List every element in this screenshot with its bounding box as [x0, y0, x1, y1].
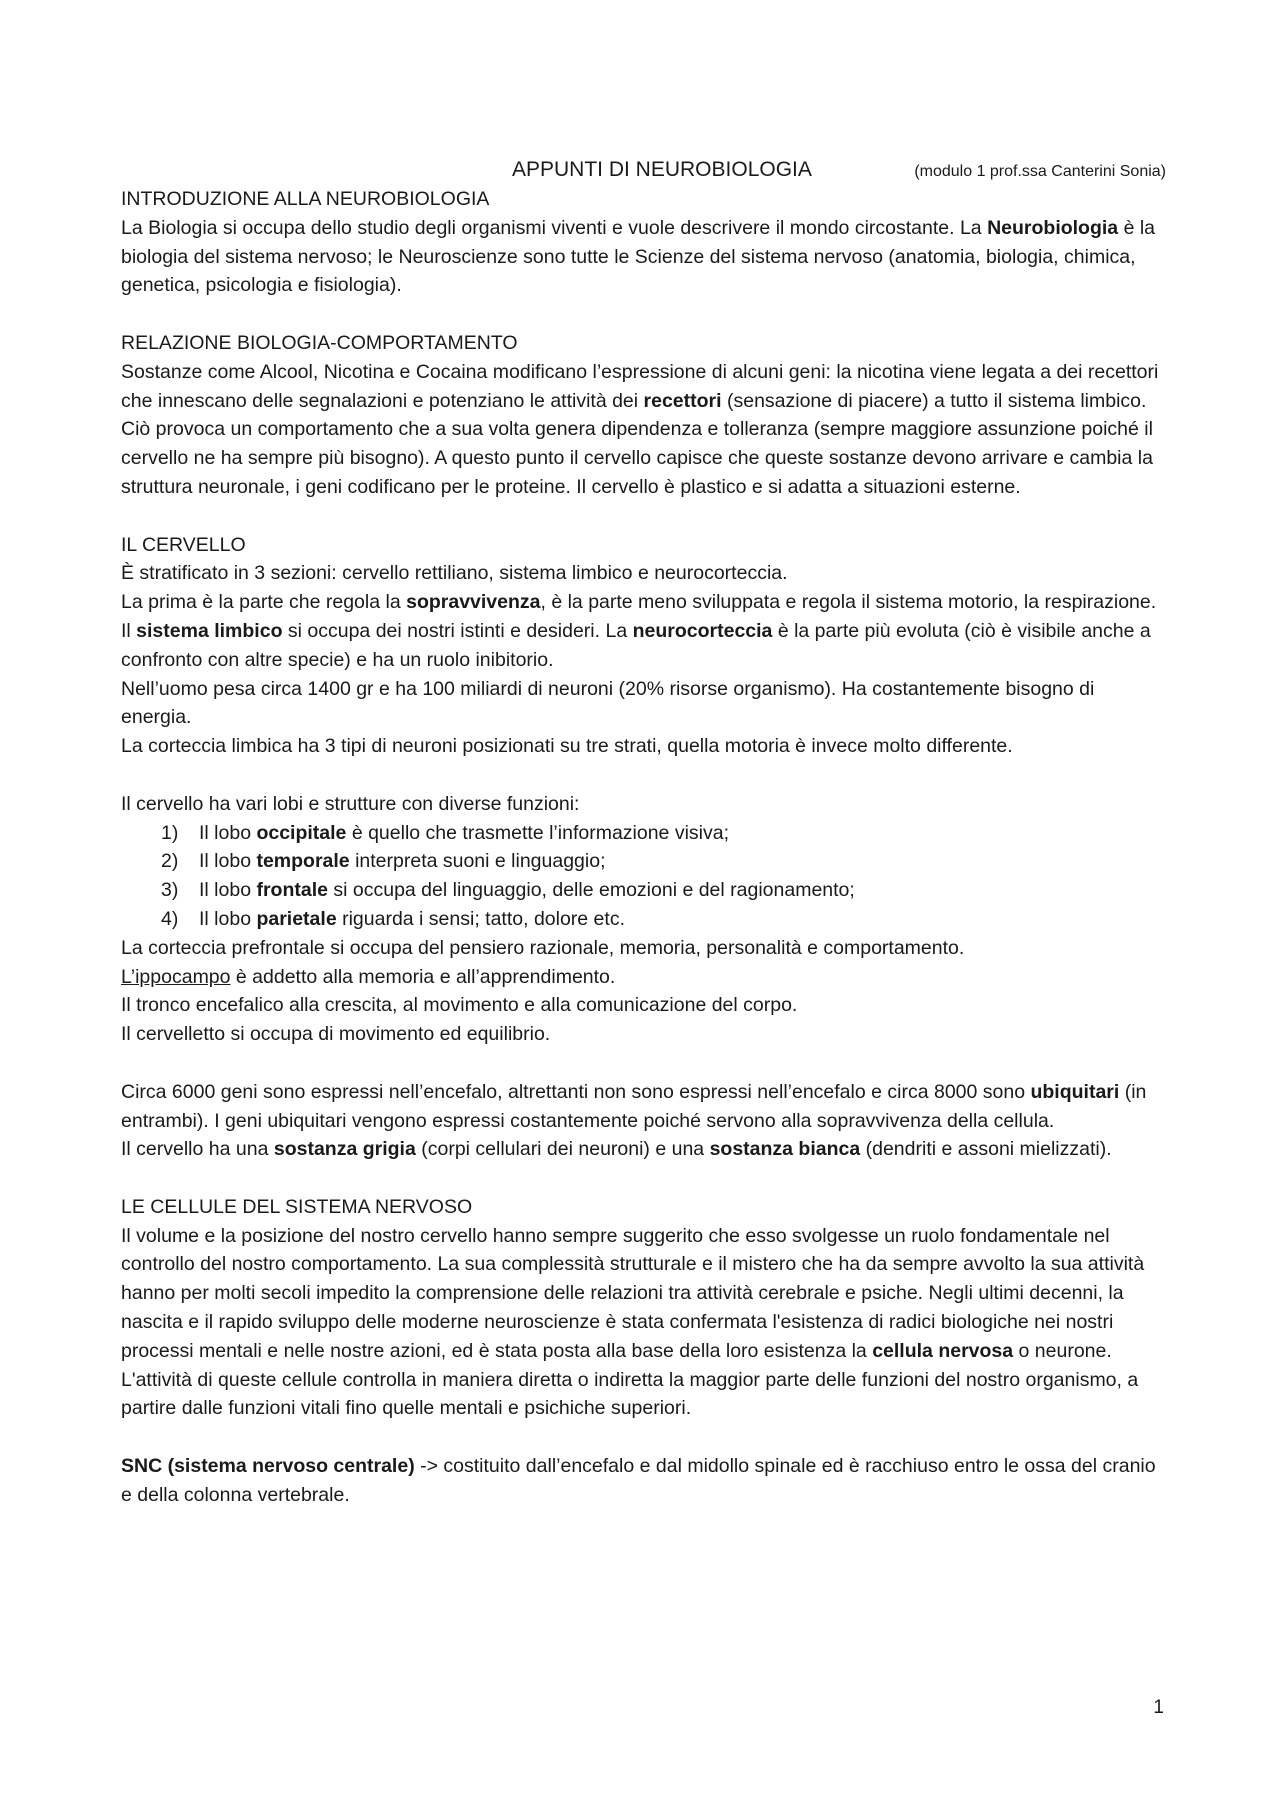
paragraph-brain-8: Il cervelletto si occupa di movimento ed equilibrio. [121, 1023, 551, 1046]
paragraph-brain-7: Il tronco encefalico alla crescita, al movimento e alla comunicazione del corpo. [121, 994, 798, 1017]
bold-term: sistema limbico [136, 619, 283, 642]
bold-term: sopravvivenza [406, 591, 541, 614]
paragraph-cells: Il volume e la posizione del nostro cervello hanno sempre suggerito che esso svolgesse un ruolo fondamentale nel controllo del nostro comportamento. La sua complessità strutturale e il mistero che ha da sempre avvolto la sua attività hanno per molti secoli impedito la comprensione delle relazioni tra attività cerebrale e psiche. Negli ultimi decenni, la nascita e il rapido sviluppo delle moderne neuroscienze è stata confermata l'esistenza di radici biologiche nei nostri processi mentali e nelle nostre azioni, ed è stata posta alla base della loro esistenza la cellula nervosa o neurone. L'attività di queste cellule controlla in maniera diretta o indiretta la maggior parte delle funzioni del nostro organismo, a partire dalle funzioni vitali fino quelle mentali e psichiche superiori. [121, 1224, 1145, 1420]
bold-term: neurocorteccia [632, 619, 773, 642]
paragraph-intro: La Biologia si occupa dello studio degli organismi viventi e vuole descrivere il mondo circostante. La Neurobiologia è la biologia del sistema nervoso; le Neuroscienze sono tutte le Scienze del sistema nervoso (anatomia, biologia, chimica, genetica, psicologia e fisiologia). [121, 216, 1156, 297]
lobes-list [121, 819, 1166, 934]
document-title: APPUNTI DI NEUROBIOLOGIA [512, 158, 812, 181]
bold-term: cellula nervosa [872, 1339, 1014, 1362]
paragraph-brain-4: La corteccia limbica ha 3 tipi di neuroni posizionati su tre strati, quella motoria è invece molto differente. [121, 735, 1013, 758]
section-heading-intro: INTRODUZIONE ALLA NEUROBIOLOGIA [121, 188, 490, 210]
paragraph-brain-1: È stratificato in 3 sezioni: cervello rettiliano, sistema limbico e neurocorteccia. [121, 562, 788, 585]
bold-term: sostanza bianca [709, 1138, 861, 1161]
paragraph-brain-10: Il cervello ha una sostanza grigia (corpi cellulari dei neuroni) e una sostanza bianca (dendriti e assoni mielizzati). [121, 1138, 1112, 1161]
bold-term: ubiquitari [1030, 1080, 1120, 1103]
document-body [121, 156, 1166, 1510]
title-row [121, 156, 1166, 185]
lobes-intro: Il cervello ha vari lobi e strutture con diverse funzioni: [121, 792, 580, 815]
page-number: 1 [1153, 1697, 1164, 1718]
bold-term: Neurobiologia [987, 216, 1119, 239]
paragraph-brain-5: La corteccia prefrontale si occupa del pensiero razionale, memoria, personalità e comportamento. [121, 936, 965, 959]
paragraph-brain-2: La prima è la parte che regola la sopravvivenza, è la parte meno sviluppata e regola il sistema motorio, la respirazione. Il sistema limbico si occupa dei nostri istinti e desideri. La neurocorteccia è la parte più evoluta (ciò è visibile anche a confronto con altre specie) e ha un ruolo inibitorio. [121, 591, 1157, 671]
bold-term: sostanza grigia [273, 1138, 416, 1161]
paragraph-brain-6: L’ippocampo è addetto alla memoria e all’apprendimento. [121, 965, 616, 988]
list-item: 3) Il lobo frontale si occupa del linguaggio, delle emozioni e del ragionamento; [161, 879, 855, 902]
section-heading-cells: LE CELLULE DEL SISTEMA NERVOSO [121, 1195, 473, 1218]
document-subtitle: (modulo 1 prof.ssa Canterini Sonia) [914, 163, 1166, 180]
section-heading-brain: IL CERVELLO [121, 533, 246, 556]
list-item: 4) Il lobo parietale riguarda i sensi; tatto, dolore etc. [161, 907, 625, 930]
list-item: 1) Il lobo occipitale è quello che trasmette l’informazione visiva; [161, 821, 729, 844]
bold-term: recettori [643, 389, 722, 412]
section-heading-relation: RELAZIONE BIOLOGIA-COMPORTAMENTO [121, 331, 518, 354]
paragraph-snc: SNC (sistema nervoso centrale) -> costituito dall’encefalo e dal midollo spinale ed è racchiuso entro le ossa del cranio e della colonna vertebrale. [121, 1455, 1156, 1506]
paragraph-brain-9: Circa 6000 geni sono espressi nell’encefalo, altrettanti non sono espressi nell’encefalo e circa 8000 sono ubiquitari (in entrambi). I geni ubiquitari vengono espressi costantemente poiché servono alla sopravvivenza della cellula. [121, 1080, 1147, 1132]
underlined-term: L’ippocampo [121, 965, 231, 988]
paragraph-relation: Sostanze come Alcool, Nicotina e Cocaina modificano l’espressione di alcuni geni: la nicotina viene legata a dei recettori che innescano delle segnalazioni e potenziano le attività dei recettori (sensazione di piacere) a tutto il sistema limbico. Ciò provoca un comportamento che a sua volta genera dipendenza e tolleranza (sempre maggiore assunzione poiché il cervello ne ha sempre più bisogno). A questo punto il cervello capisce che queste sostanze devono arrivare e cambia la struttura neuronale, i geni codificano per le proteine. Il cervello è plastico e si adatta a situazioni esterne. [121, 360, 1159, 498]
bold-term: SNC (sistema nervoso centrale) [121, 1455, 415, 1478]
list-item: 2) Il lobo temporale interpreta suoni e linguaggio; [161, 850, 606, 873]
paragraph-brain-3: Nell’uomo pesa circa 1400 gr e ha 100 miliardi di neuroni (20% risorse organismo). Ha costantemente bisogno di energia. [121, 677, 1095, 729]
